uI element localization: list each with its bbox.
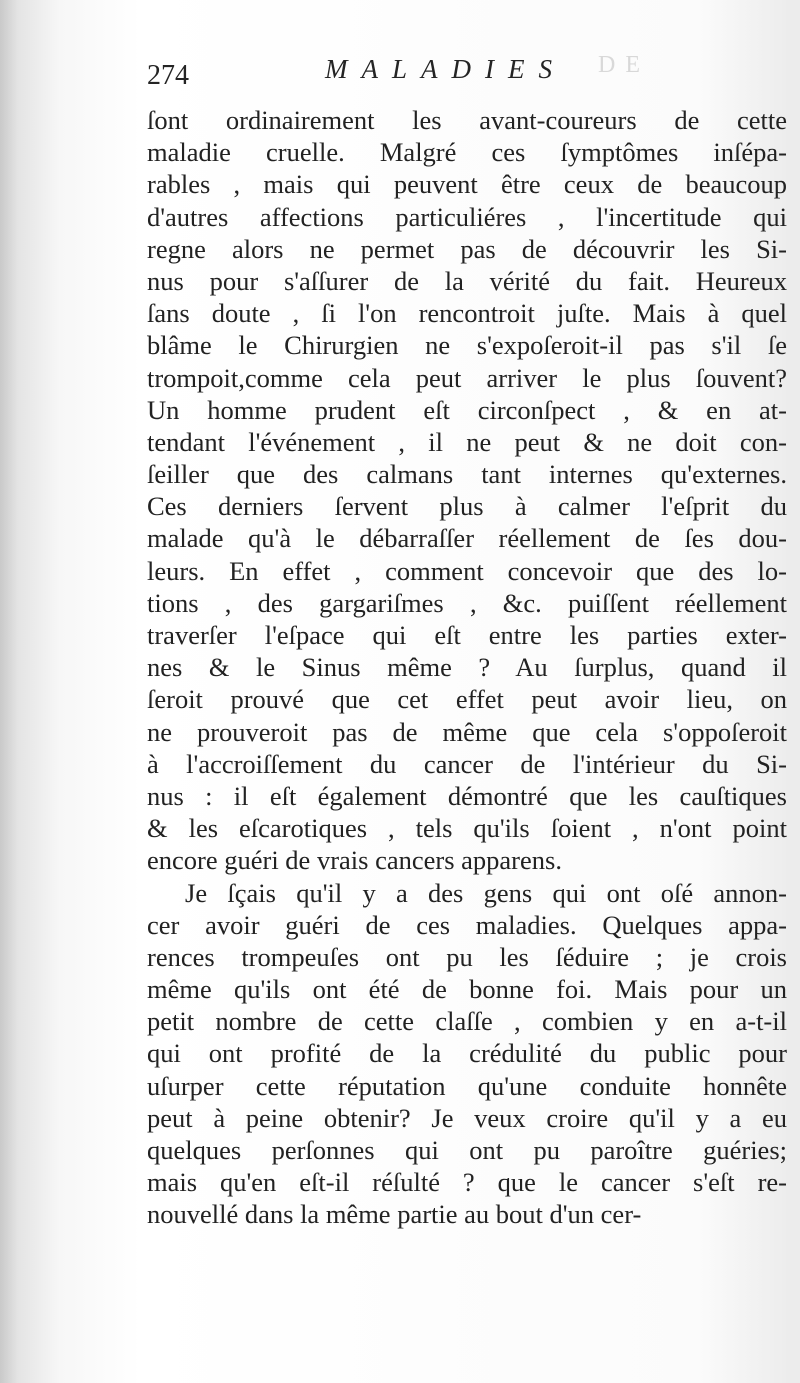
paragraph	[147, 104, 787, 877]
text-line: trompoit,comme cela peut arriver le plus ſouvent?	[147, 362, 787, 393]
page-number: 274	[147, 60, 189, 91]
text-line: cer avoir guéri de ces maladies. Quelques appa-	[147, 909, 787, 940]
text-line: mais qu'en eſt-il réſulté ? que le cancer s'eſt re-	[147, 1167, 787, 1198]
text-line: petit nombre de cette claſſe , combien y en a-t-il	[147, 1006, 787, 1037]
text-line: Un homme prudent eſt circonſpect , & en at-	[147, 394, 787, 425]
text-line: nes & le Sinus même ? Au ſurplus, quand il	[147, 652, 787, 683]
text-line: Je ſçais qu'il y a des gens qui ont oſé annon-	[185, 877, 787, 908]
text-line: tendant l'événement , il ne peut & ne doit con-	[147, 426, 787, 457]
text-line: ſont ordinairement les avant-coureurs de cette	[147, 105, 787, 135]
text-line: à l'accroiſſement du cancer de l'intérieur du Si-	[147, 748, 787, 779]
text-line: & les eſcarotiques , tels qu'ils ſoient , n'ont point	[147, 813, 787, 844]
text-line: ſeroit prouvé que cet effet peut avoir lieu, on	[147, 684, 787, 715]
text-line: tions , des gargariſmes , &c. puiſſent réellement	[147, 587, 787, 618]
page-header	[147, 54, 787, 98]
text-line: rables , mais qui peuvent être ceux de beaucoup	[147, 169, 787, 200]
text-line: malade qu'à le débarraſſer réellement de ſes dou-	[147, 523, 787, 554]
text-line: qui ont profité de la crédulité du public pour	[147, 1038, 787, 1069]
text-line: nus : il eſt également démontré que les cauſtiques	[147, 780, 787, 811]
text-line: traverſer l'eſpace qui eſt entre les parties exter-	[147, 620, 787, 650]
paragraph-container	[147, 104, 787, 1231]
text-line: maladie cruelle. Malgré ces ſymptômes inſépa-	[147, 137, 787, 168]
text-line: regne alors ne permet pas de découvrir les Si-	[147, 233, 787, 264]
text-line: quelques perſonnes qui ont pu paroître guéries;	[147, 1135, 787, 1165]
text-line: uſurper cette réputation qu'une conduite honnête	[147, 1070, 787, 1101]
text-line: Ces derniers ſervent plus à calmer l'eſprit du	[147, 491, 787, 522]
text-line: nouvellé dans la même partie au bout d'un cer-	[147, 1199, 642, 1230]
text-line: rences trompeuſes ont pu les ſéduire ; je crois	[147, 941, 787, 972]
text-line: peut à peine obtenir? Je veux croire qu'il y a eu	[147, 1102, 787, 1133]
text-line: d'autres affections particuliéres , l'incertitude qui	[147, 201, 787, 232]
text-line: blâme le Chirurgien ne s'expoſeroit-il pas s'il ſe	[147, 330, 787, 361]
text-line: ſans doute , ſi l'on rencontroit juſte. Mais à quel	[147, 298, 787, 329]
body-text	[147, 104, 787, 1231]
text-line: encore guéri de vrais cancers apparens.	[147, 845, 562, 876]
text-line: nus pour s'aſſurer de la vérité du fait. Heureux	[147, 265, 787, 296]
text-line: leurs. En effet , comment concevoir que des lo-	[147, 555, 787, 586]
running-title: MALADIES	[325, 54, 566, 84]
text-line: ne prouveroit pas de même que cela s'oppoſeroit	[147, 716, 787, 747]
bleed-through-text: DE	[598, 52, 650, 78]
paragraph	[147, 877, 787, 1231]
text-line: ſeiller que des calmans tant internes qu'externes.	[147, 459, 787, 490]
text-line: même qu'ils ont été de bonne foi. Mais pour un	[147, 974, 787, 1005]
